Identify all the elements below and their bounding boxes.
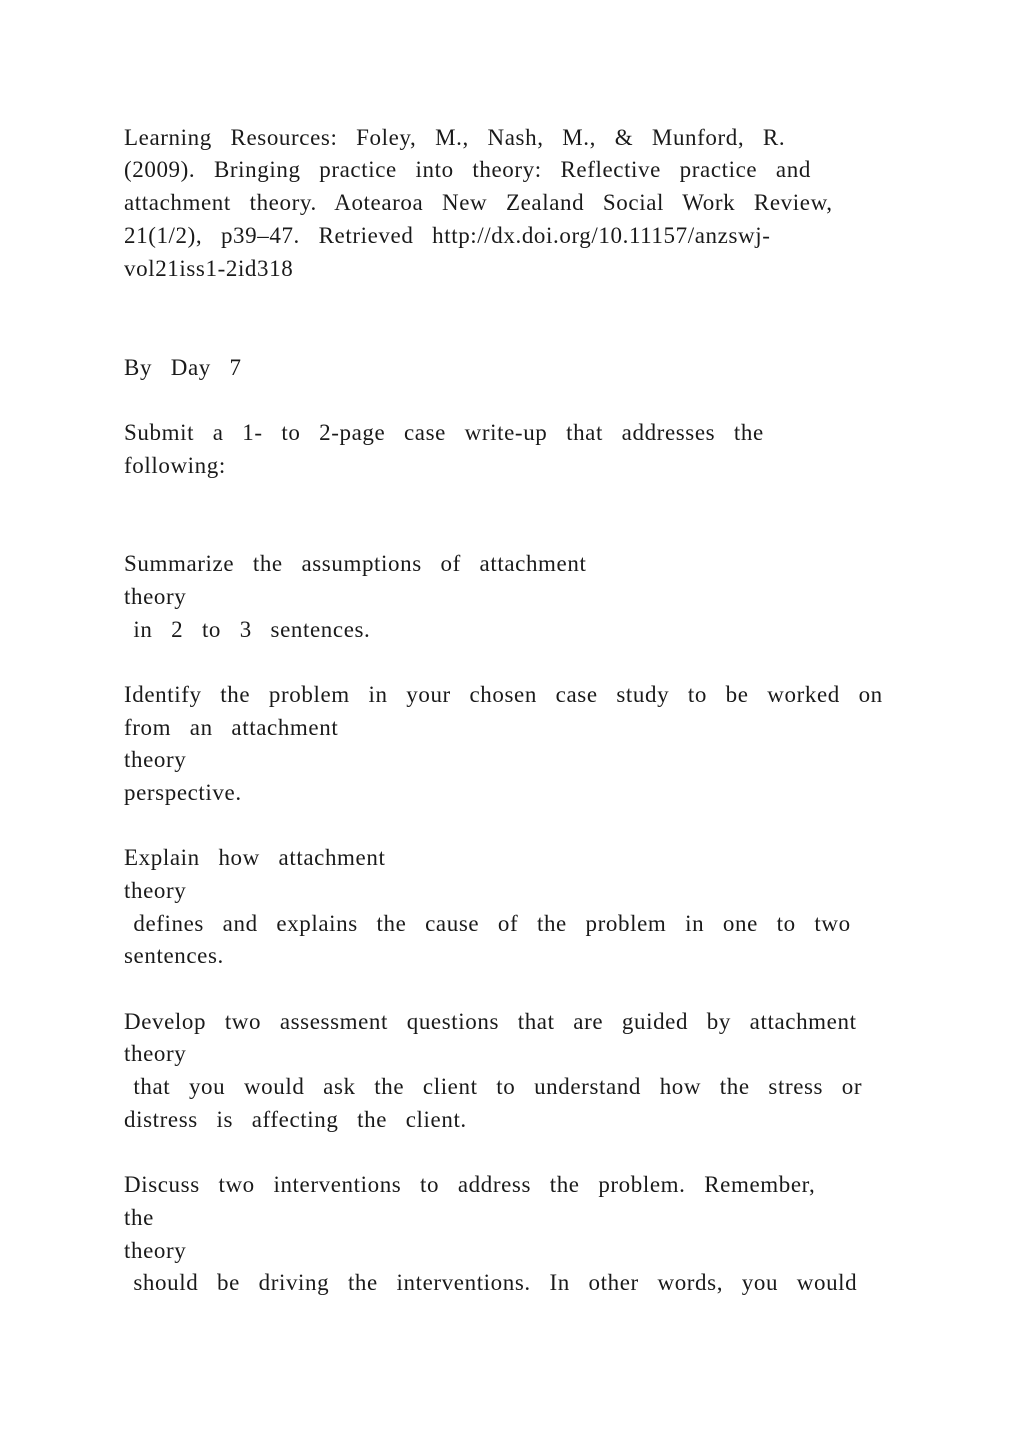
reference-line: attachment theory. Aotearoa New Zealand Social Work Review, [124,190,833,215]
requirement-line: Explain how attachment [124,845,386,870]
requirement-line: sentences. [124,943,224,968]
reference-line: Learning Resources: Foley, M., Nash, M., & Munford, R. [124,125,786,150]
requirement-line: theory [124,878,187,903]
requirement-line: Identify the problem in your chosen case study to be worked on [124,682,883,707]
reference-line: (2009). Bringing practice into theory: Reflective practice and [124,157,811,182]
requirement-line: theory [124,747,187,772]
requirement-line: theory [124,584,187,609]
requirement-line: Discuss two interventions to address the problem. Remember, [124,1172,816,1197]
requirement-line: Develop two assessment questions that are guided by attachment [124,1009,857,1034]
requirement-line: from an attachment [124,715,339,740]
requirement-line: that you would ask the client to understand how the stress or [124,1074,863,1099]
requirement-line: in 2 to 3 sentences. [124,617,371,642]
requirement-line: theory [124,1041,187,1066]
instruction-line: Submit a 1- to 2-page case write-up that addresses the [124,420,764,445]
deadline-heading: By Day 7 [124,355,242,380]
requirement-line: should be driving the interventions. In other words, you would [124,1270,858,1295]
instruction-line: following: [124,453,226,478]
requirement-line: Summarize the assumptions of attachment [124,551,587,576]
requirement-line: the [124,1205,154,1230]
reference-line: 21(1/2), p39–47. Retrieved http://dx.doi.org/10.11157/anzswj- [124,223,771,248]
reference-line: vol21iss1-2id318 [124,256,294,281]
requirement-line: theory [124,1238,187,1263]
requirement-line: distress is affecting the client. [124,1107,467,1132]
requirement-line: perspective. [124,780,242,805]
requirement-line: defines and explains the cause of the problem in one to two [124,911,851,936]
